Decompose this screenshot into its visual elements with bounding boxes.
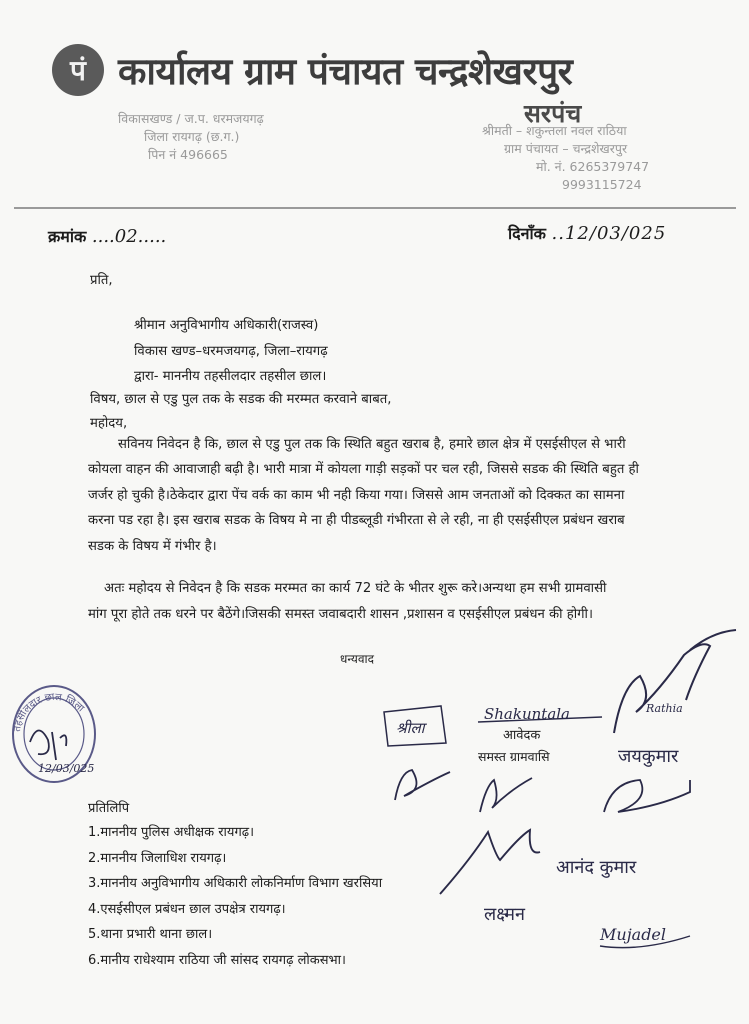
para1-line-2: कोयला वाहन की आवाजाही बढ़ी है। भारी मात्रा में कोयला गाड़ी सड़कों पर चल रही, जिससे सडक की स्थिति बहुत ही — [88, 462, 639, 477]
office-title: कार्यालय ग्राम पंचायत चन्द्रशेखरपुर — [118, 50, 573, 93]
para1-line-1: सविनय निवेदन है कि, छाल से एडु पुल तक कि स्थिति बहुत खराब है, हमारे छाल क्षेत्र में एसईसीएल से भारी — [118, 437, 626, 452]
kramank-value: ....02..... — [91, 226, 167, 247]
signature-3: जयकुमार — [618, 746, 679, 767]
mobile-line: मो. नं. 6265379747 — [536, 159, 650, 174]
dinank-value: ..12/03/025 — [551, 223, 667, 244]
svg-text:तहसीलदार छाल जिला: तहसीलदार छाल जिला — [12, 691, 86, 733]
subject: विषय, छाल से एडु पुल तक के सडक की मरम्मत करवाने बाबत, — [90, 392, 392, 407]
dinank-label: दिनाँक — [508, 224, 546, 243]
district-line: जिला रायगढ़ (छ.ग.) — [144, 129, 240, 144]
para2-line-2: मांग पूरा होते तक धरने पर बैठेंगे।जिसकी समस्त जवाबदारी शासन ,प्रशासन व एसईसीएल प्रबंधन की होगी। — [88, 607, 593, 622]
copy-item: 1.माननीय पुलिस अधीक्षक रायगढ़। — [88, 825, 255, 840]
para1-line-4: करना पड रहा है। इस खराब सडक के विषय मे ना ही पीडब्लूडी गंभीरता से ले रही, ना ही एसईसीएल प्रबंधन खराब — [88, 513, 625, 528]
recipient-line-1: श्रीमान अनुविभागीय अधिकारी(राजस्व) — [134, 318, 319, 333]
prati: प्रति, — [90, 273, 113, 288]
signature-4: आनंद कुमार — [556, 857, 637, 878]
stamp-date: 12/03/025 — [38, 762, 95, 775]
signature-7: Rathia — [646, 702, 683, 715]
mobile-line-2: 9993115724 — [562, 177, 642, 192]
signature-1: Shakuntala — [484, 705, 571, 723]
recipient-line-3: द्वारा- माननीय तहसीलदार तहसील छाल। — [134, 369, 327, 384]
signature-scribble-4 — [604, 780, 690, 812]
copy-item: 5.थाना प्रभारी थाना छाल। — [88, 927, 213, 942]
sarpanch-name: श्रीमती – शकुन्तला नवल राठिया — [482, 123, 627, 138]
sarpanch-title: सरपंच — [524, 99, 582, 128]
signature-6: Mujadel — [600, 925, 667, 944]
signature-scribble-2 — [395, 770, 450, 800]
signature-2: श्रीला — [396, 719, 425, 737]
para2-line-1: अतः महोदय से निवेदन है कि सडक मरम्मत का कार्य 72 घंटे के भीतर शुरू करे।अन्यथा हम सभी ग्रामवासी — [104, 581, 607, 596]
signature-5: लक्ष्मन — [484, 904, 525, 925]
svg-text:पं: पं — [70, 54, 86, 87]
panchayat-line: ग्राम पंचायत – चन्द्रशेखरपुर — [504, 141, 628, 156]
copy-label: प्रतिलिपि — [88, 801, 130, 816]
pin-line: पिन नं 496665 — [148, 147, 228, 162]
copy-item: 2.माननीय जिलाधिश रायगढ़। — [88, 850, 227, 866]
thanks: धन्यवाद — [340, 652, 375, 666]
kramank-label: क्रमांक — [48, 227, 87, 246]
copy-item: 4.एसईसीएल प्रबंधन छाल उपक्षेत्र रायगढ़। — [88, 901, 286, 917]
recipient-line-2: विकास खण्ड–धरमजयगढ़, जिला–रायगढ़ — [134, 344, 328, 359]
block-line: विकासखण्ड / ज.प. धरमजयगढ़ — [118, 111, 264, 126]
applicant-label: आवेदक — [503, 728, 541, 743]
salutation: महोदय, — [90, 416, 128, 431]
copy-item: 3.माननीय अनुविभागीय अधिकारी लोकनिर्माण विभाग खरसिया — [88, 876, 383, 891]
villagers-label: समस्त ग्रामवासि — [478, 749, 550, 764]
copy-item: 6.मानीय राधेश्याम राठिया जी सांसद रायगढ़ लोकसभा। — [88, 952, 346, 968]
para1-line-5: सडक के विषय में गंभीर है। — [88, 539, 217, 554]
para1-line-3: जर्जर हो चुकी है।ठेकेदार द्वारा पेंच वर्क का काम भी नही किया गया। जिससे आम जनताओं को दिक्कत का सामना — [88, 488, 625, 503]
signature-scribble-3 — [480, 778, 532, 812]
signature-scribble-1 — [614, 630, 736, 733]
copy-list — [88, 820, 508, 973]
